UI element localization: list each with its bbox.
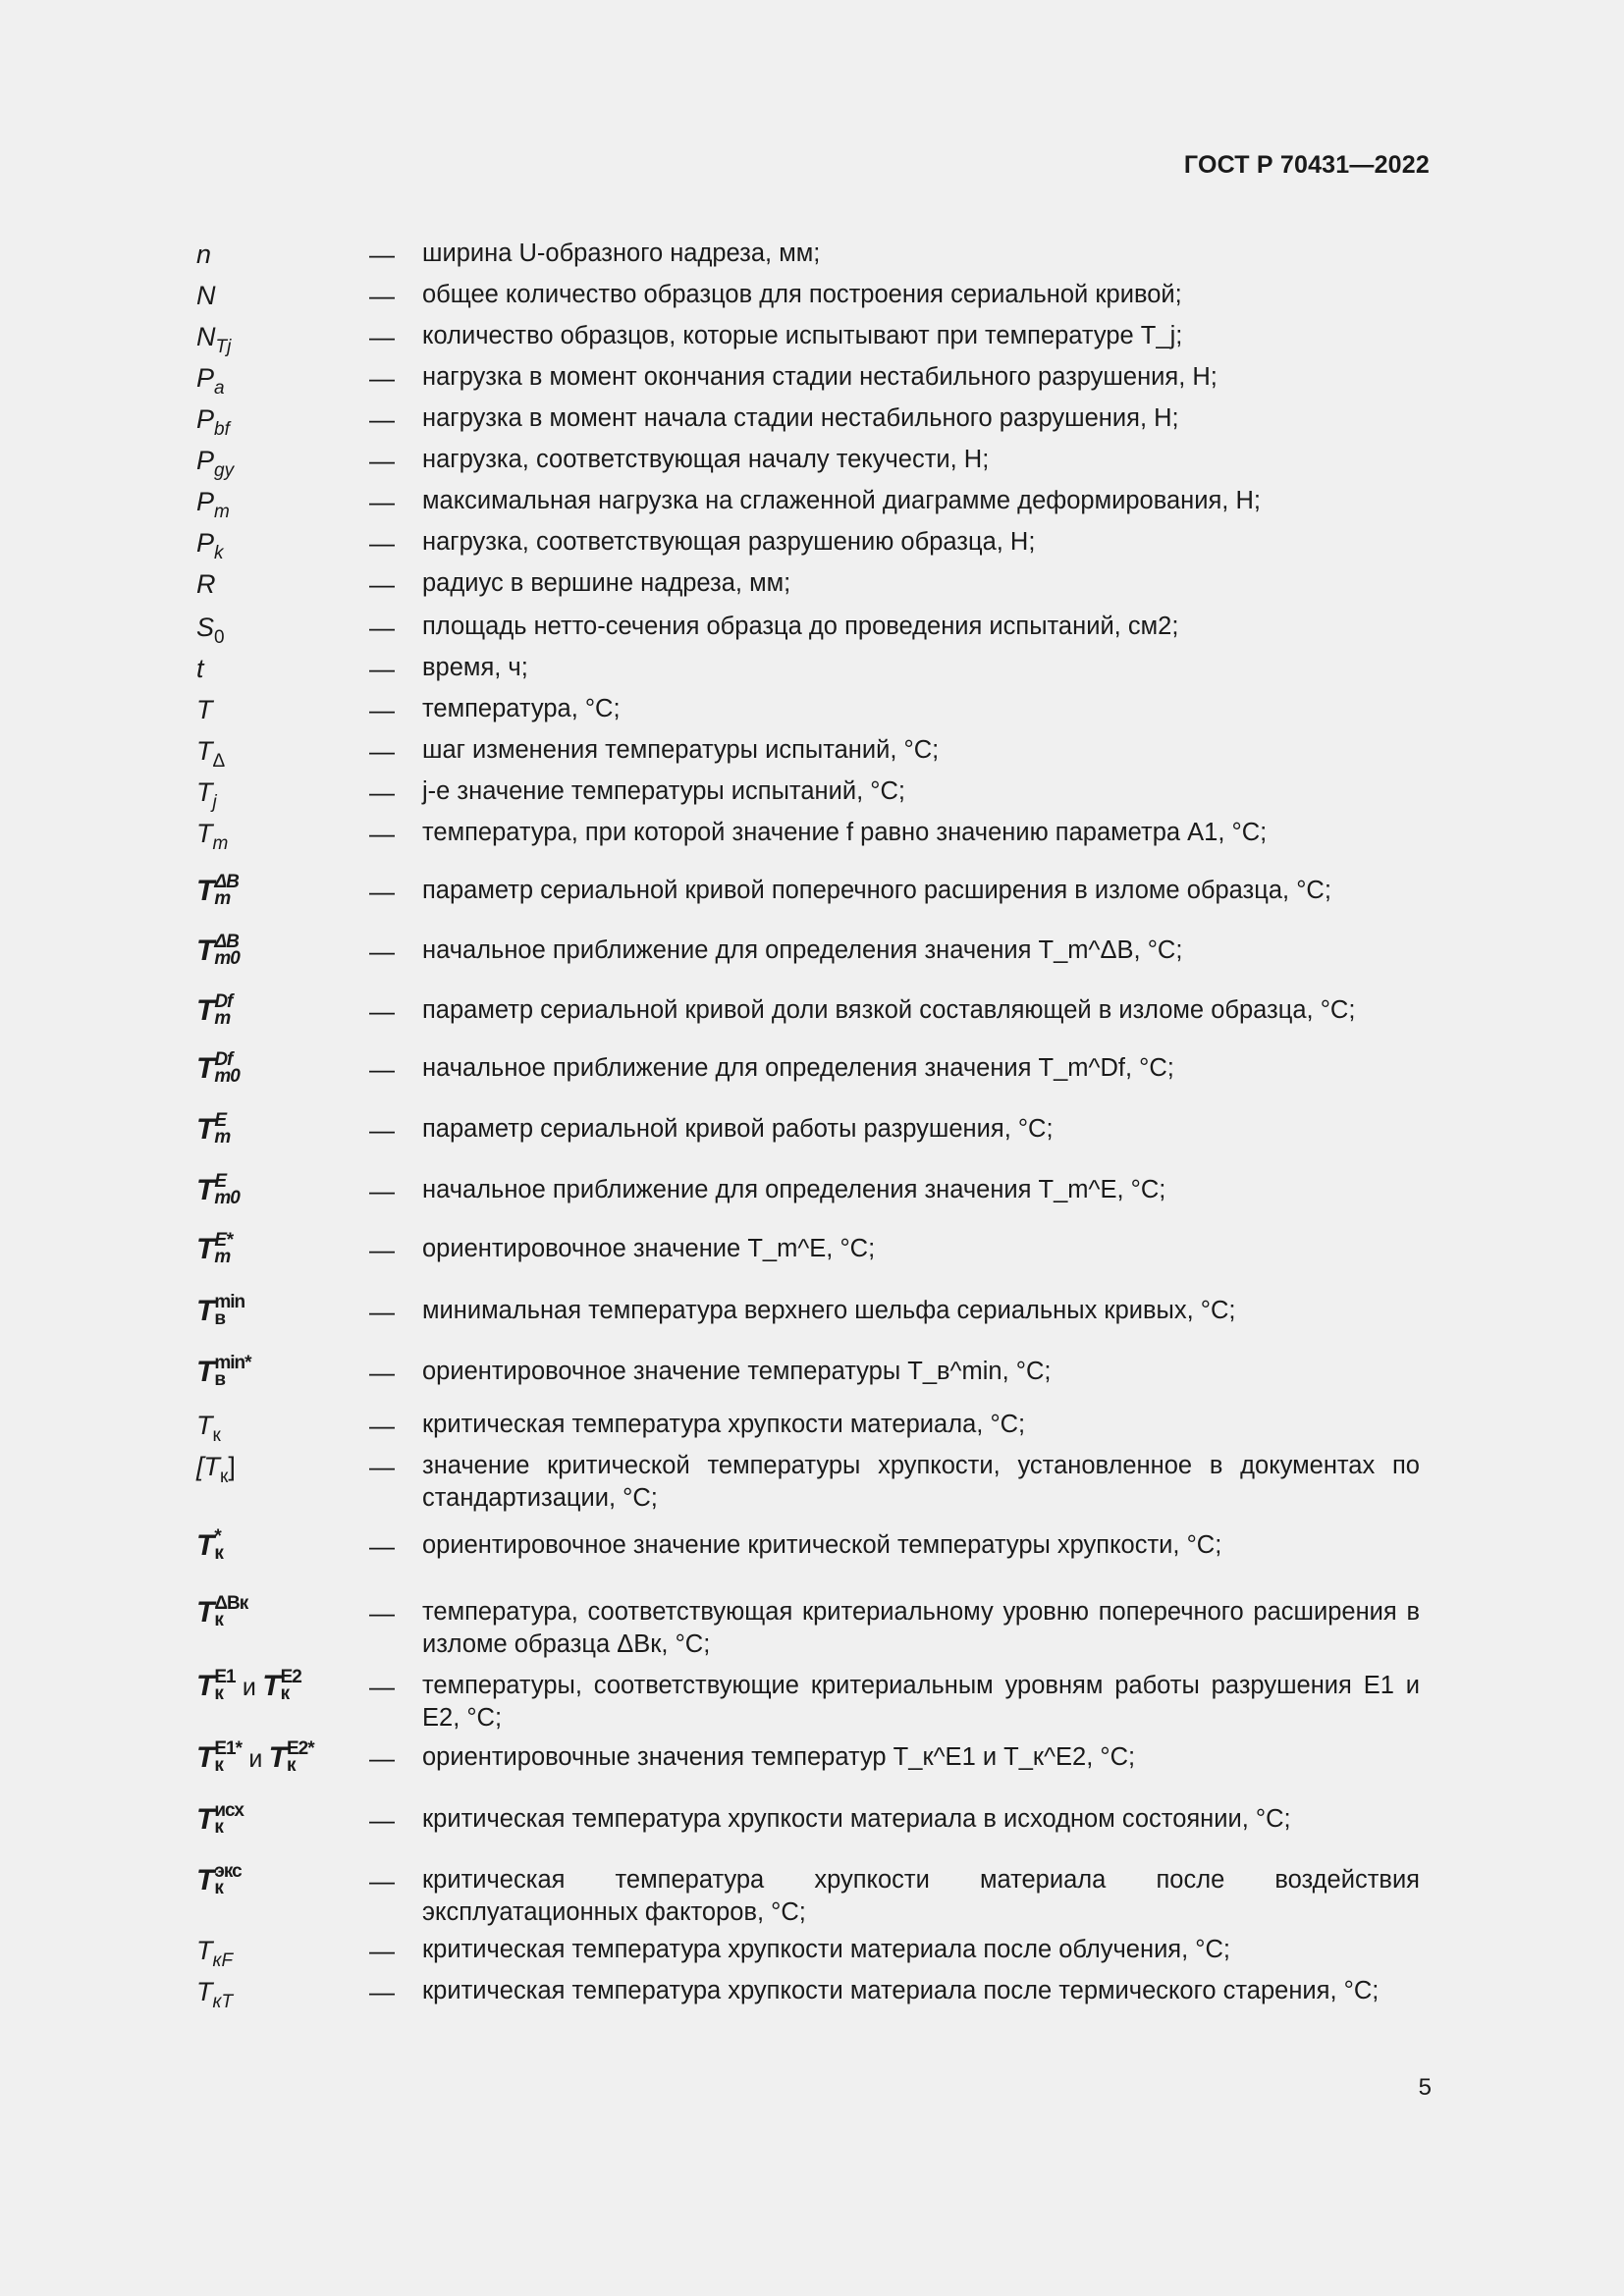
dash: —: [369, 1531, 395, 1561]
dash: —: [369, 1235, 395, 1264]
term-symbol: $[T_к]$: [196, 1452, 236, 1487]
dash: —: [369, 1297, 395, 1326]
dash: —: [369, 996, 395, 1026]
dash: —: [369, 1805, 395, 1835]
term-description: j-е значение температуры испытаний, °С;: [422, 777, 905, 805]
term-description: ориентировочное значение температуры T_в^min, °С;: [422, 1358, 1052, 1385]
dash: —: [369, 936, 395, 966]
term-description: нагрузка в момент окончания стадии нестабильного разрушения, Н;: [422, 363, 1218, 391]
dash: —: [369, 487, 395, 516]
dash: —: [369, 1054, 395, 1084]
dash: —: [369, 1358, 395, 1387]
dash: —: [369, 240, 395, 269]
term-symbol: T E* m: [196, 1230, 233, 1267]
dash: —: [369, 1743, 395, 1773]
term-description: критическая температура хрупкости материала после термического старения, °С;: [422, 1977, 1380, 2004]
term-symbol: T E m: [196, 1110, 231, 1148]
term-description: нагрузка, соответствующая разрушению образца, Н;: [422, 528, 1036, 556]
term-description: параметр сериальной кривой работы разрушения, °С;: [422, 1115, 1054, 1143]
term-description: критическая температура хрупкости материала после воздействия эксплуатационных факторов, °С;: [422, 1866, 1420, 1926]
term-description: нагрузка в момент начала стадии нестабильного разрушения, Н;: [422, 404, 1179, 432]
term-symbol: T min* в: [196, 1353, 251, 1390]
term-symbol: T исх к: [196, 1800, 244, 1838]
term-symbol: $T_{кF}$: [196, 1936, 234, 1971]
term-symbol: $S_0$: [196, 613, 225, 648]
term-description: нагрузка, соответствующая началу текучести, Н;: [422, 446, 990, 473]
term-description: начальное приближение для определения значения T_m^E, °С;: [422, 1176, 1166, 1203]
term-symbol: $T_к$: [196, 1411, 221, 1446]
dash: —: [369, 569, 395, 599]
term-symbol: $P_a$: [196, 363, 225, 399]
dash: —: [369, 1672, 395, 1701]
term-symbol: $P_m$: [196, 487, 230, 522]
dash: —: [369, 322, 395, 351]
dash: —: [369, 1411, 395, 1440]
term-description: минимальная температура верхнего шельфа сериальных кривых, °С;: [422, 1297, 1236, 1324]
dash: —: [369, 1936, 395, 1965]
dash: —: [369, 736, 395, 766]
term-symbol: T экс к: [196, 1861, 242, 1898]
term-description: ориентировочные значения температур T_к^E1 и T_к^E2, °С;: [422, 1743, 1136, 1771]
term-description: количество образцов, которые испытывают при температуре T_j;: [422, 322, 1183, 349]
term-description: температуры, соответствующие критериальным уровням работы разрушения E1 и E2, °С;: [422, 1672, 1420, 1732]
term-symbol: T E m0: [196, 1171, 240, 1208]
term-description: параметр сериальной кривой поперечного расширения в изломе образца, °С;: [422, 877, 1331, 904]
term-symbol: N: [196, 281, 216, 310]
term-symbol: t: [196, 654, 204, 683]
term-symbol: T E1* к и T E2* к: [196, 1738, 314, 1776]
term-description: значение критической температуры хрупкости, установленное в документах по стандартизации, °С;: [422, 1452, 1420, 1512]
term-symbol: $T_{кT}$: [196, 1977, 234, 2012]
term-symbol: $P_{bf}$: [196, 404, 230, 440]
dash: —: [369, 877, 395, 906]
dash: —: [369, 777, 395, 807]
dash: —: [369, 446, 395, 475]
term-symbol: $T_\Delta$: [196, 736, 226, 772]
term-description: критическая температура хрупкости материала после облучения, °С;: [422, 1936, 1230, 1963]
term-description: шаг изменения температуры испытаний, °С;: [422, 736, 940, 764]
term-symbol: T E1 к и T E2 к: [196, 1667, 301, 1704]
term-symbol: R: [196, 569, 216, 599]
term-description: время, ч;: [422, 654, 528, 681]
dash: —: [369, 1176, 395, 1205]
term-symbol: T * к: [196, 1526, 223, 1564]
term-description: радиус в вершине надреза, мм;: [422, 569, 791, 597]
dash: —: [369, 404, 395, 434]
dash: —: [369, 613, 395, 642]
dash: —: [369, 1598, 395, 1628]
document-header: ГОСТ Р 70431—2022: [1183, 151, 1430, 179]
dash: —: [369, 1452, 395, 1481]
term-description: температура, °С;: [422, 695, 621, 722]
term-description: площадь нетто-сечения образца до проведения испытаний, см2;: [422, 613, 1179, 640]
term-description: ориентировочное значение критической температуры хрупкости, °С;: [422, 1531, 1222, 1559]
term-symbol: T ΔB m: [196, 872, 239, 909]
term-description: критическая температура хрупкости материала, °С;: [422, 1411, 1026, 1438]
dash: —: [369, 819, 395, 848]
term-symbol: $T_m$: [196, 819, 229, 854]
term-description: ориентировочное значение T_m^E, °С;: [422, 1235, 876, 1262]
dash: —: [369, 695, 395, 724]
term-description: параметр сериальной кривой доли вязкой составляющей в изломе образца, °С;: [422, 996, 1356, 1024]
term-description: общее количество образцов для построения сериальной кривой;: [422, 281, 1182, 308]
dash: —: [369, 363, 395, 393]
term-symbol: T Df m: [196, 991, 233, 1029]
term-symbol: T ΔBк к: [196, 1593, 248, 1630]
term-description: начальное приближение для определения значения T_m^ΔB, °С;: [422, 936, 1183, 964]
term-symbol: $N_{Tj}$: [196, 322, 232, 357]
page-number: 5: [1418, 2074, 1432, 2101]
term-symbol: T Df m0: [196, 1049, 240, 1087]
term-symbol: T min в: [196, 1292, 245, 1329]
dash: —: [369, 1977, 395, 2006]
dash: —: [369, 281, 395, 310]
dash: —: [369, 528, 395, 558]
term-symbol: $P_{gy}$: [196, 446, 235, 481]
term-description: температура, при которой значение f равно значению параметра A1, °С;: [422, 819, 1268, 846]
term-symbol: T ΔB m0: [196, 932, 240, 969]
term-symbol: n: [196, 240, 212, 269]
term-description: максимальная нагрузка на сглаженной диаграмме деформирования, Н;: [422, 487, 1261, 514]
term-description: начальное приближение для определения значения T_m^Df, °С;: [422, 1054, 1174, 1082]
dash: —: [369, 1115, 395, 1145]
dash: —: [369, 654, 395, 683]
term-description: критическая температура хрупкости материала в исходном состоянии, °С;: [422, 1805, 1291, 1833]
term-description: температура, соответствующая критериальному уровню поперечного расширения в изломе образца ΔBк, °С;: [422, 1598, 1420, 1658]
term-symbol: T: [196, 695, 213, 724]
term-symbol: $T_j$: [196, 777, 217, 813]
term-description: ширина U-образного надреза, мм;: [422, 240, 821, 267]
term-symbol: $P_k$: [196, 528, 224, 563]
dash: —: [369, 1866, 395, 1896]
